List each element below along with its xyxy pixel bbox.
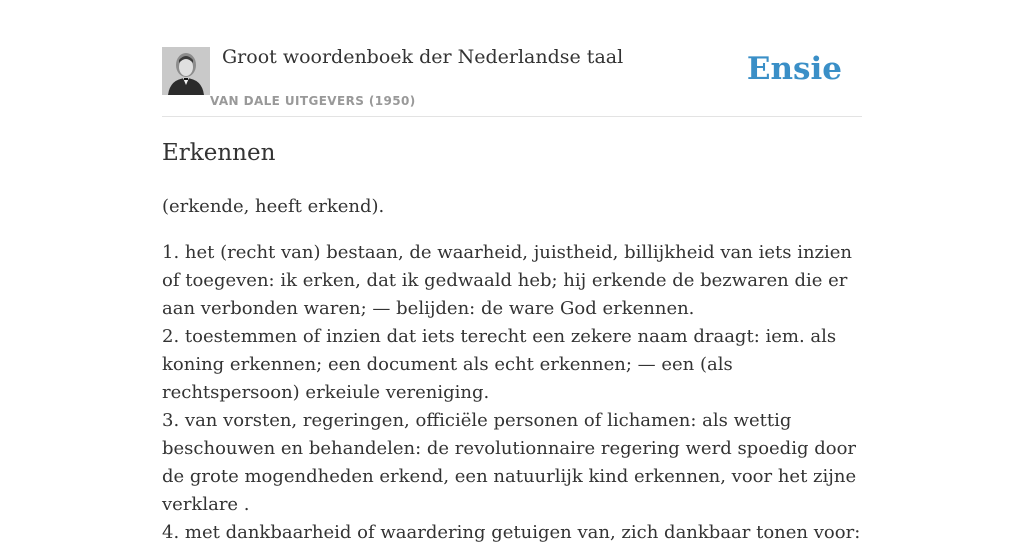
portrait-icon	[162, 47, 210, 95]
publisher-label: VAN DALE UITGEVERS (1950)	[210, 94, 416, 108]
entry-title: Erkennen	[162, 140, 276, 166]
definition-item: 2. toestemmen of inzien dat iets terecht een zekere naam draagt: iem. als koning erkennen; een document als echt erkennen; — een (als rechtspersoon) erkeiule vereniging.	[162, 326, 837, 403]
page	[162, 0, 862, 543]
ensie-logo[interactable]: Ensie	[746, 51, 842, 87]
entry-forms: (erkende, heeft erkend).	[162, 196, 385, 217]
source-header	[162, 0, 862, 117]
definition-item: 1. het (recht van) bestaan, de waarheid, juistheid, billijkheid van iets inzien of toegeven: ik erken, dat ik gedwaald heb; hij erkende de bezwaren die er aan verbonden waren; — belijden: de ware God erkennen.	[162, 242, 853, 319]
definition-list	[162, 239, 862, 547]
author-avatar[interactable]	[162, 47, 210, 95]
definition-item: 3. van vorsten, regeringen, officiële personen of lichamen: als wettig beschouwen en behandelen: de revolutionnaire regering werd spoedig door de grote mogendheden erkend, een natuurlijk kind erkennen, voor het zijne verklare .	[162, 410, 857, 515]
definition-item: 4. met dankbaarheid of waardering getuigen van, zich dankbaar tonen voor:	[162, 522, 861, 543]
source-title[interactable]: Groot woordenboek der Nederlandse taal	[222, 46, 624, 68]
